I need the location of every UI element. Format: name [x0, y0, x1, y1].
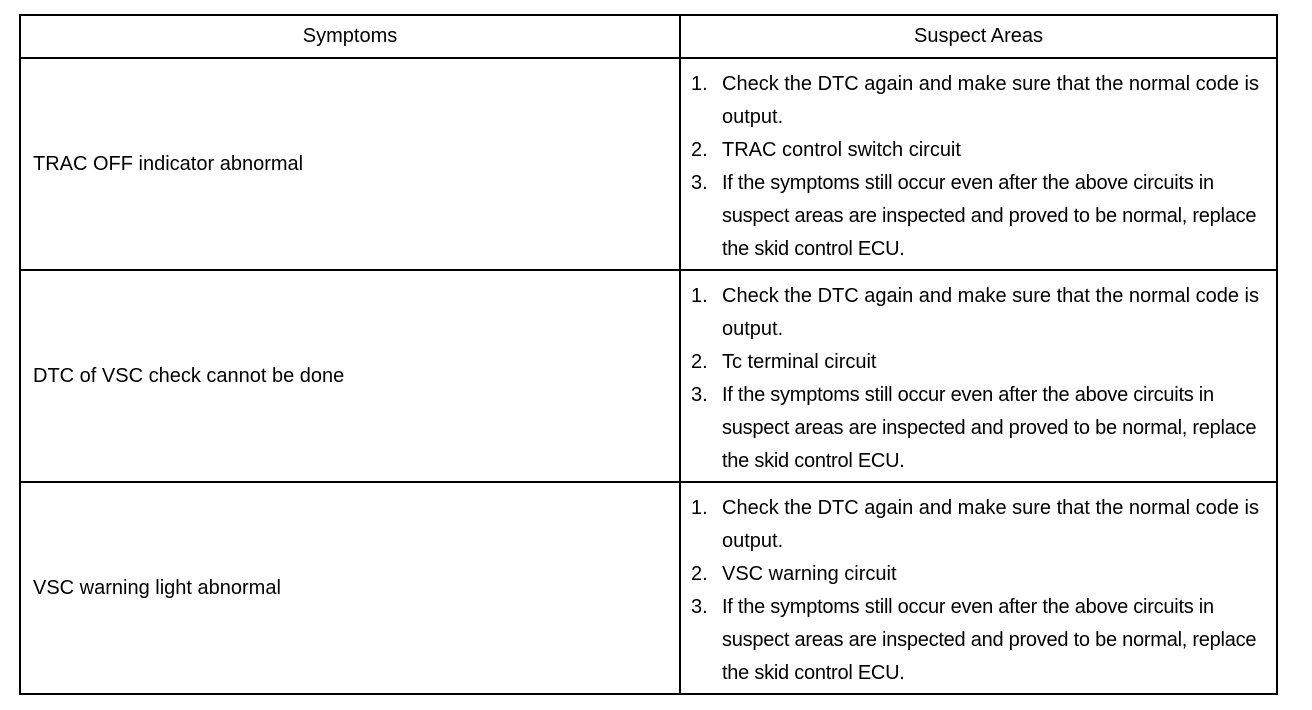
item-text: TRAC control switch circuit: [722, 139, 961, 161]
item-text: If the symptoms still occur even after the above circuits in suspect areas are inspected and proved to be normal, replace the skid control ECU.: [722, 172, 1257, 260]
item-number: 2.: [691, 351, 708, 373]
list-item: [691, 492, 1270, 558]
item-text: Tc terminal circuit: [722, 351, 877, 373]
item-text: Check the DTC again and make sure that the normal code is output.: [722, 73, 1259, 128]
item-text: If the symptoms still occur even after the above circuits in suspect areas are inspected and proved to be normal, replace the skid control ECU.: [722, 596, 1257, 684]
suspect-list: [691, 492, 1270, 690]
table-row: [20, 482, 1277, 694]
list-item: [691, 167, 1270, 266]
table-row: [20, 58, 1277, 270]
symptom-cell: VSC warning light abnormal: [20, 482, 680, 694]
list-item: [691, 68, 1270, 134]
header-symptoms: Symptoms: [20, 15, 680, 58]
symptom-cell: DTC of VSC check cannot be done: [20, 270, 680, 482]
item-number: 1.: [691, 285, 708, 307]
item-number: 1.: [691, 73, 708, 95]
table-row: [20, 270, 1277, 482]
list-item: [691, 134, 1270, 167]
symptom-cell: TRAC OFF indicator abnormal: [20, 58, 680, 270]
symptom-table: [19, 14, 1278, 695]
item-number: 3.: [691, 384, 708, 406]
item-text: Check the DTC again and make sure that the normal code is output.: [722, 497, 1259, 552]
list-item: [691, 379, 1270, 478]
item-text: Check the DTC again and make sure that the normal code is output.: [722, 285, 1259, 340]
table-header-row: [20, 15, 1277, 58]
item-text: If the symptoms still occur even after the above circuits in suspect areas are inspected and proved to be normal, replace the skid control ECU.: [722, 384, 1257, 472]
suspect-areas-cell: [680, 270, 1277, 482]
suspect-list: [691, 280, 1270, 478]
list-item: [691, 558, 1270, 591]
item-number: 3.: [691, 596, 708, 618]
item-number: 2.: [691, 139, 708, 161]
item-number: 2.: [691, 563, 708, 585]
suspect-list: [691, 68, 1270, 266]
list-item: [691, 280, 1270, 346]
suspect-areas-cell: [680, 58, 1277, 270]
item-text: VSC warning circuit: [722, 563, 897, 585]
list-item: [691, 346, 1270, 379]
list-item: [691, 591, 1270, 690]
item-number: 1.: [691, 497, 708, 519]
suspect-areas-cell: [680, 482, 1277, 694]
header-suspect-areas: Suspect Areas: [680, 15, 1277, 58]
item-number: 3.: [691, 172, 708, 194]
